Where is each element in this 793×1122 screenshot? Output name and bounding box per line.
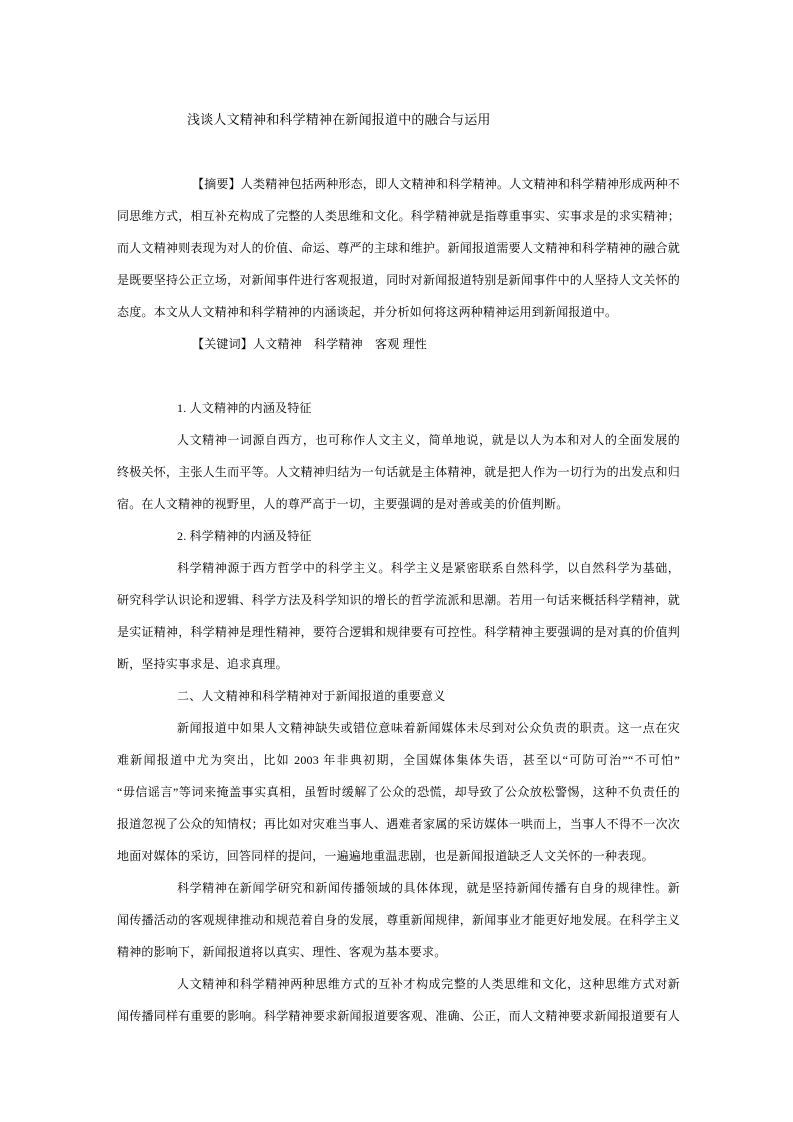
text-line: 报道忽视了公众的知情权；再比如对灾难当事人、遇难者家属的采访媒体一哄而上，当事人不得不一次次 <box>117 817 680 831</box>
blank-line <box>117 136 680 168</box>
section-heading: 2. 科学精神的内涵及特征 <box>177 529 312 543</box>
text-line: 宿。在人文精神的视野里，人的尊严高于一切，主要强调的是对善或美的价值判断。 <box>117 497 569 511</box>
blank-line <box>117 360 680 392</box>
text-line: 精神的影响下，新闻报道将以真实、理性、客观为基本要求。 <box>117 945 447 959</box>
text-line: 同思维方式，相互补充构成了完整的人类思维和文化。科学精神就是指尊重事实、实事求是的求实精神； <box>117 209 680 223</box>
text-line: 科学精神在新闻学研究和新闻传播领域的具体体现，就是坚持新闻传播有自身的规律性。新 <box>177 881 680 895</box>
text-line: 地面对媒体的采访，回答同样的提问，一遍遍地重温悲剧，也是新闻报道缺乏人文关怀的一种表现。 <box>117 849 654 863</box>
text-line: 科学精神源于西方哲学中的科学主义。科学主义是紧密联系自然科学，以自然科学为基础， <box>177 561 680 575</box>
text-line: 新闻报道中如果人文精神缺失或错位意味着新闻媒体未尽到对公众负责的职责。这一点在灾 <box>177 721 680 735</box>
text-line: 断，坚持实事求是、追求真理。 <box>117 657 288 671</box>
text-line: 人文精神和科学精神两种思维方式的互补才构成完整的人类思维和文化，这种思维方式对新 <box>177 977 680 991</box>
document-content <box>117 104 680 1032</box>
body-paragraph <box>117 424 680 520</box>
text-line: 难新闻报道中尤为突出，比如 2003 年非典初期，全国媒体集体失语，甚至以“可防可治”“不可怕” <box>117 753 680 767</box>
body-paragraph <box>117 968 680 1032</box>
abstract-paragraph <box>117 168 680 328</box>
text-line: 【摘要】人类精神包括两种形态，即人文精神和科学精神。人文精神和科学精神形成两种不 <box>192 177 681 191</box>
text-line: 终极关怀，主张人生而平等。人文精神归结为一句话就是主体精神，就是把人作为一切行为的出发点和归 <box>117 465 680 479</box>
body-paragraph <box>117 552 680 680</box>
body-paragraph <box>117 712 680 872</box>
text-line: 态度。本文从人文精神和科学精神的内涵谈起，并分析如何将这两种精神运用到新闻报道中。 <box>117 305 618 319</box>
text-line: 闻传播同样有重要的影响。科学精神要求新闻报道要客观、准确、公正，而人文精神要求新闻报道要有人 <box>117 1009 680 1023</box>
keywords-paragraph <box>117 328 680 360</box>
text-line: 而人文精神则表现为对人的价值、命运、尊严的主球和维护。新闻报道需要人文精神和科学精神的融合就 <box>117 241 680 255</box>
text-line: 闻传播活动的客观规律推动和规范着自身的发展，尊重新闻规律，新闻事业才能更好地发展。在科学主义 <box>117 913 680 927</box>
section-heading: 二、人文精神和科学精神对于新闻报道的重要意义 <box>177 689 446 703</box>
document-title: 浅谈人文精神和科学精神在新闻报道中的融合与运用 <box>187 112 491 127</box>
text-line: 是既要坚持公正立场，对新闻事件进行客观报道，同时对新闻报道特别是新闻事件中的人坚持人文关怀的 <box>117 273 680 287</box>
text-line: “毋信谣言”等词来掩盖事实真相，虽暂时缓解了公众的恐慌，却导致了公众放松警惕，这种不负责任的 <box>117 785 680 799</box>
text-line: 研究科学认识论和逻辑、科学方法及科学知识的增长的哲学流派和思潮。若用一句话来概括科学精神，就 <box>117 593 680 607</box>
body-paragraph <box>117 872 680 968</box>
text-line: 人文精神一词源自西方，也可称作人文主义，简单地说，就是以人为本和对人的全面发展的 <box>177 433 680 447</box>
text-line: 是实证精神，科学精神是理性精神，要符合逻辑和规律要有可控性。科学精神主要强调的是对真的价值判 <box>117 625 680 639</box>
section-heading: 1. 人文精神的内涵及特征 <box>177 401 312 415</box>
text-line: 【关键词】人文精神 科学精神 客观 理性 <box>192 337 428 351</box>
